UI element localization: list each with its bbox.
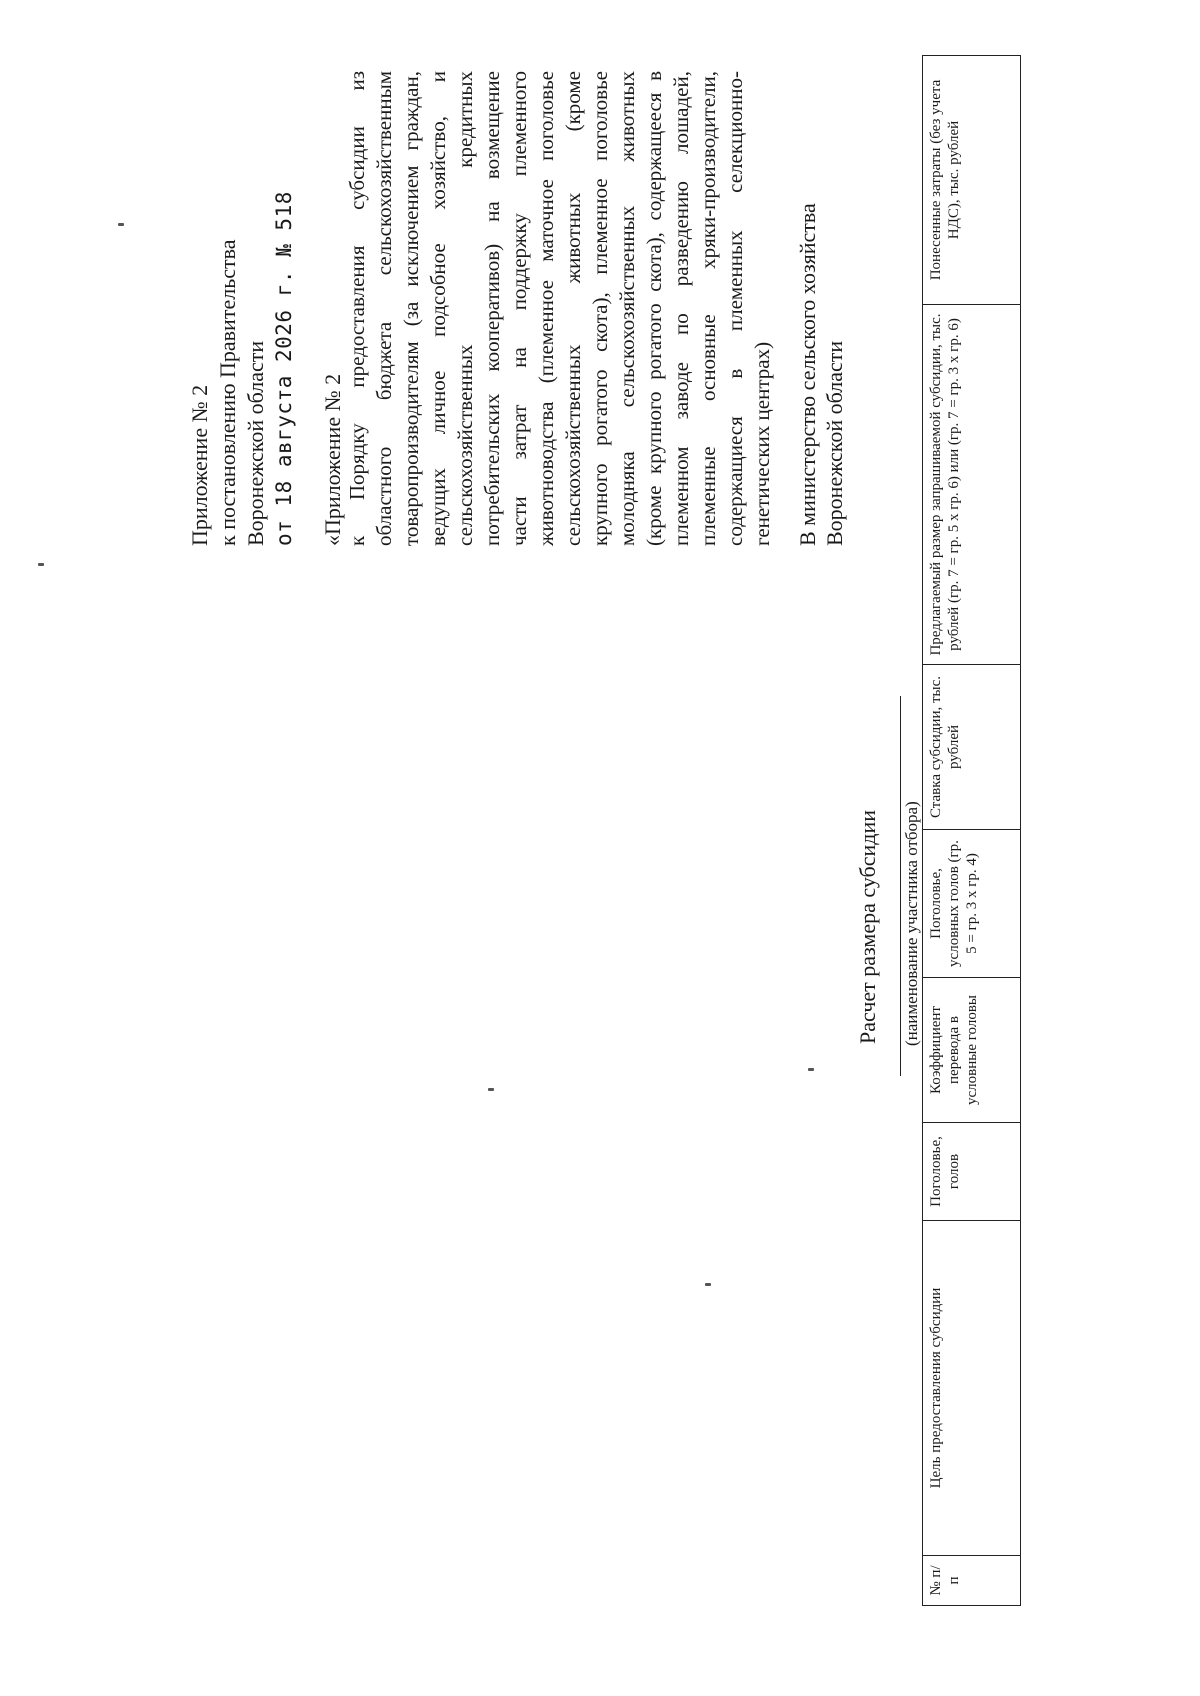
- order-line: сельскохозяйственных кредитных: [453, 71, 477, 546]
- order-line: содержащиеся в племенных селекционно-: [723, 71, 747, 546]
- scan-speck: [705, 1283, 711, 1286]
- column-header-conventional-heads: Поголовье, условных голов (гр. 5 = гр. 3 х гр. 4): [923, 830, 1021, 978]
- order-line: молодняка сельскохозяйственных животных: [615, 71, 639, 546]
- order-line: (кроме крупного рогатого скота), содержащееся в: [642, 71, 666, 546]
- order-appendix-ref: «Приложение № 2: [320, 373, 345, 546]
- column-header-subsidy-rate: Ставка субсидии, тыс. рублей: [923, 665, 1021, 830]
- column-header-incurred-costs: Понесенные затраты (без учета НДС), тыс. рублей: [923, 56, 1021, 305]
- scan-speck: [118, 223, 124, 226]
- resolution-date: от 18 августа 2026 г. № 518: [272, 191, 296, 546]
- order-line: племенные основные хряки-производители,: [696, 71, 720, 546]
- order-line: генетических центрах): [750, 341, 774, 546]
- order-line: потребительских кооперативов) на возмещение: [480, 71, 504, 546]
- column-header-purpose: Цель предоставления субсидии: [923, 1221, 1021, 1556]
- order-line: крупного рогатого скота), племенное поголовье: [588, 71, 612, 546]
- order-line: части затрат на поддержку племенного: [507, 71, 531, 546]
- column-header-requested-amount: Предлагаемый размер запрашиваемой субсидии, тыс. рублей (гр. 7 = гр. 5 х гр. 6) или (гр. 7 = гр. 3 х гр. 6): [923, 305, 1021, 665]
- scan-speck: [808, 1068, 814, 1071]
- order-line: областного бюджета сельскохозяйственным: [372, 71, 396, 546]
- participant-caption: (наименование участника отбора): [902, 801, 921, 1046]
- order-line: сельскохозяйственных животных (кроме: [561, 71, 585, 546]
- order-line: племенном заводе по разведению лошадей,: [669, 71, 693, 546]
- region-name: Воронежской области: [243, 340, 268, 546]
- addressee-ministry: В министерство сельского хозяйства: [795, 203, 820, 546]
- participant-name-line: [900, 696, 901, 1076]
- subsidy-calculation-table: [922, 55, 1021, 1606]
- column-header-livestock: Поголовье, голов: [923, 1123, 1021, 1221]
- column-header-coefficient: Коэффициент перевода в условные головы: [923, 978, 1021, 1123]
- calculation-title: Расчет размера субсидии: [855, 809, 880, 1044]
- column-header-number: № п/п: [923, 1556, 1021, 1606]
- order-line: ведущих личное подсобное хозяйство, и: [426, 71, 450, 546]
- order-line: животноводства (племенное маточное поголовье: [534, 71, 558, 546]
- scan-speck: [38, 563, 44, 566]
- appendix-number: Приложение № 2: [187, 384, 212, 546]
- table-header-row: [923, 56, 1021, 1606]
- scan-speck: [488, 1088, 494, 1091]
- resolution-reference: к постановлению Правительства: [215, 239, 240, 546]
- order-line: к Порядку предоставления субсидии из: [345, 71, 369, 546]
- order-line: товаропроизводителям (за исключением граждан,: [399, 71, 423, 546]
- addressee-region: Воронежской области: [822, 340, 847, 546]
